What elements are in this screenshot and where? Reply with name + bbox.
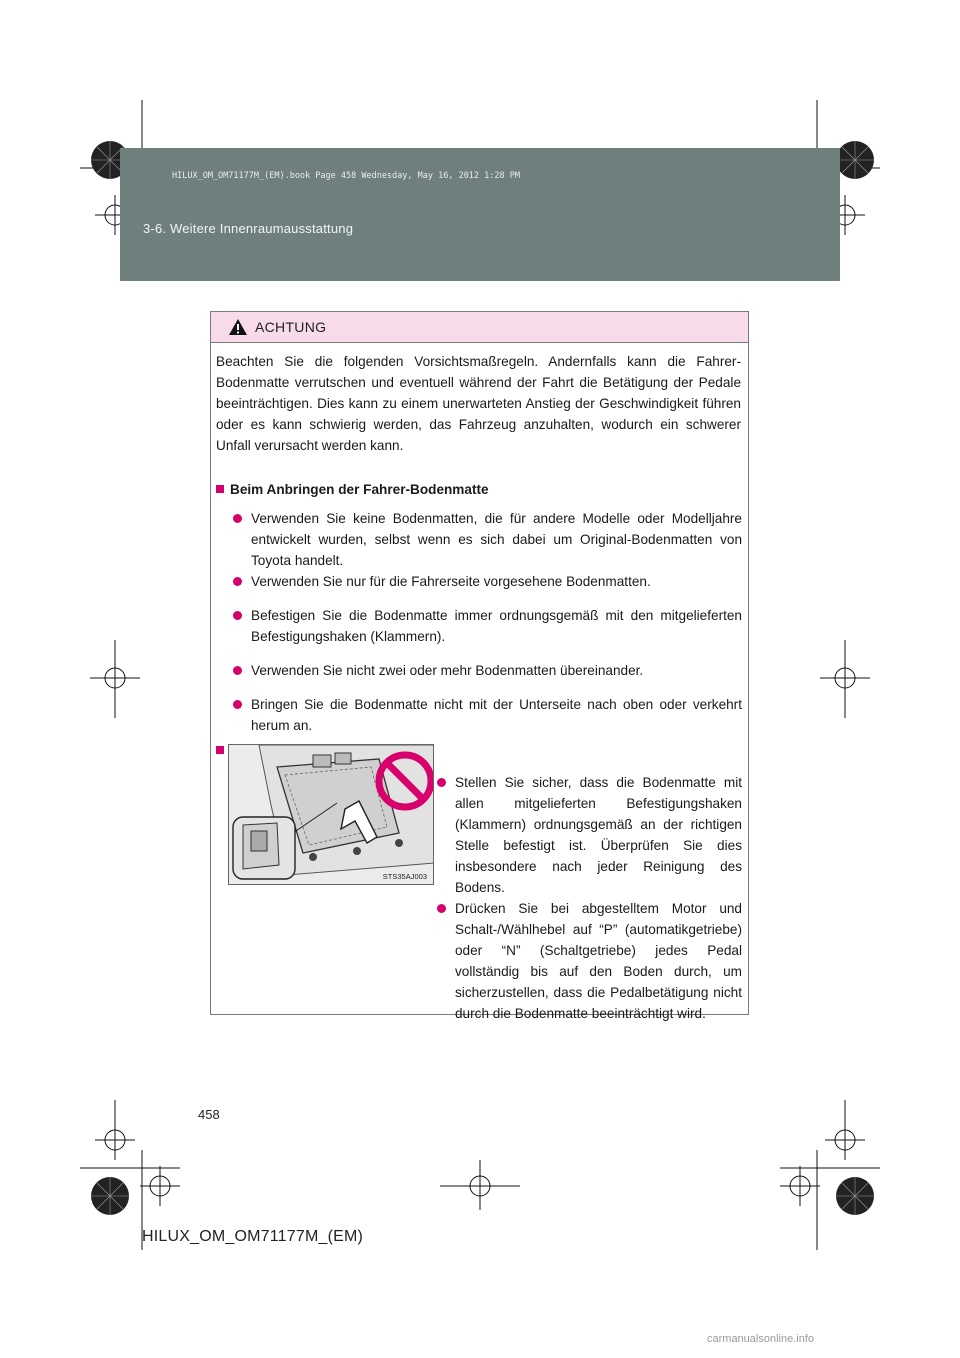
list-item: Verwenden Sie nicht zwei oder mehr Bodenmatten übereinander.	[233, 660, 742, 681]
header-band	[120, 148, 840, 281]
bullet-icon	[437, 904, 446, 913]
square-bullet-icon	[216, 746, 224, 754]
footer-code: HILUX_OM_OM71177M_(EM)	[142, 1228, 364, 1245]
bullet-icon	[437, 778, 446, 787]
warning-header	[211, 312, 748, 343]
list-item: Befestigen Sie die Bodenmatte immer ordnungsgemäß mit den mitgelieferten Befestigungshaken (Klammern).	[233, 605, 742, 647]
floor-mat-illustration	[228, 744, 434, 885]
list-item: Bringen Sie die Bodenmatte nicht mit der Unterseite nach oben oder verkehrt herum an.	[233, 694, 742, 736]
square-bullet-icon	[216, 485, 224, 493]
list-item: Verwenden Sie nur für die Fahrerseite vorgesehene Bodenmatten.	[233, 571, 742, 592]
figure-code: STS35AJ003	[382, 872, 427, 881]
warning-title: ACHTUNG	[255, 319, 327, 335]
section-heading-mat: Beim Anbringen der Fahrer-Bodenmatte	[216, 479, 489, 500]
warning-box	[210, 311, 749, 1021]
list-item: Verwenden Sie keine Bodenmatten, die für andere Modelle oder Modelljahre entwickelt wurden, selbst wenn es sich dabei um Original-Bodenmatten von Toyota handelt.	[233, 508, 742, 571]
list-item: Drücken Sie bei abgestelltem Motor und Schalt-/Wählhebel auf “P” (automatikgetriebe) oder “N” (Schaltgetriebe) jedes Pedal vollständig bis auf den Boden durch, um sicherzustellen, dass die Pedalbetätigung nicht durch die Bodenmatte beeinträchtigt wird.	[437, 898, 742, 1024]
bullet-icon	[233, 514, 242, 523]
floor-mat-drawing	[229, 745, 434, 885]
page-number: 458	[198, 1107, 220, 1122]
site-watermark: carmanualsonline.info	[707, 1333, 815, 1345]
bullet-icon	[233, 611, 242, 620]
print-stamp: HILUX_OM_OM71177M_(EM).book Page 458 Wednesday, May 16, 2012 1:28 PM	[172, 171, 520, 181]
bullet-icon	[233, 666, 242, 675]
warning-triangle-icon	[228, 318, 248, 336]
section-title: 3-6. Weitere Innenraumausstattung	[143, 221, 354, 236]
list-item: Stellen Sie sicher, dass die Bodenmatte mit allen mitgelieferten Befestigungshaken (Klammern) ordnungsgemäß an der richtigen Stelle befestigt ist. Überprüfen Sie dies insbesondere nach jeder Reinigung des Bodens.	[437, 772, 742, 898]
bullet-icon	[233, 577, 242, 586]
bullet-icon	[233, 700, 242, 709]
warning-intro: Beachten Sie die folgenden Vorsichtsmaßregeln. Andernfalls kann die Fahrer-Bodenmatte verrutschen und eventuell während der Fahrt die Betätigung der Pedale beeinträchtigen. Dies kann zu einem unerwarteten Anstieg der Geschwindigkeit führen oder es kann schwierig werden, das Fahrzeug anzuhalten, wodurch ein schwerer Unfall verursacht werden kann.	[216, 354, 741, 453]
